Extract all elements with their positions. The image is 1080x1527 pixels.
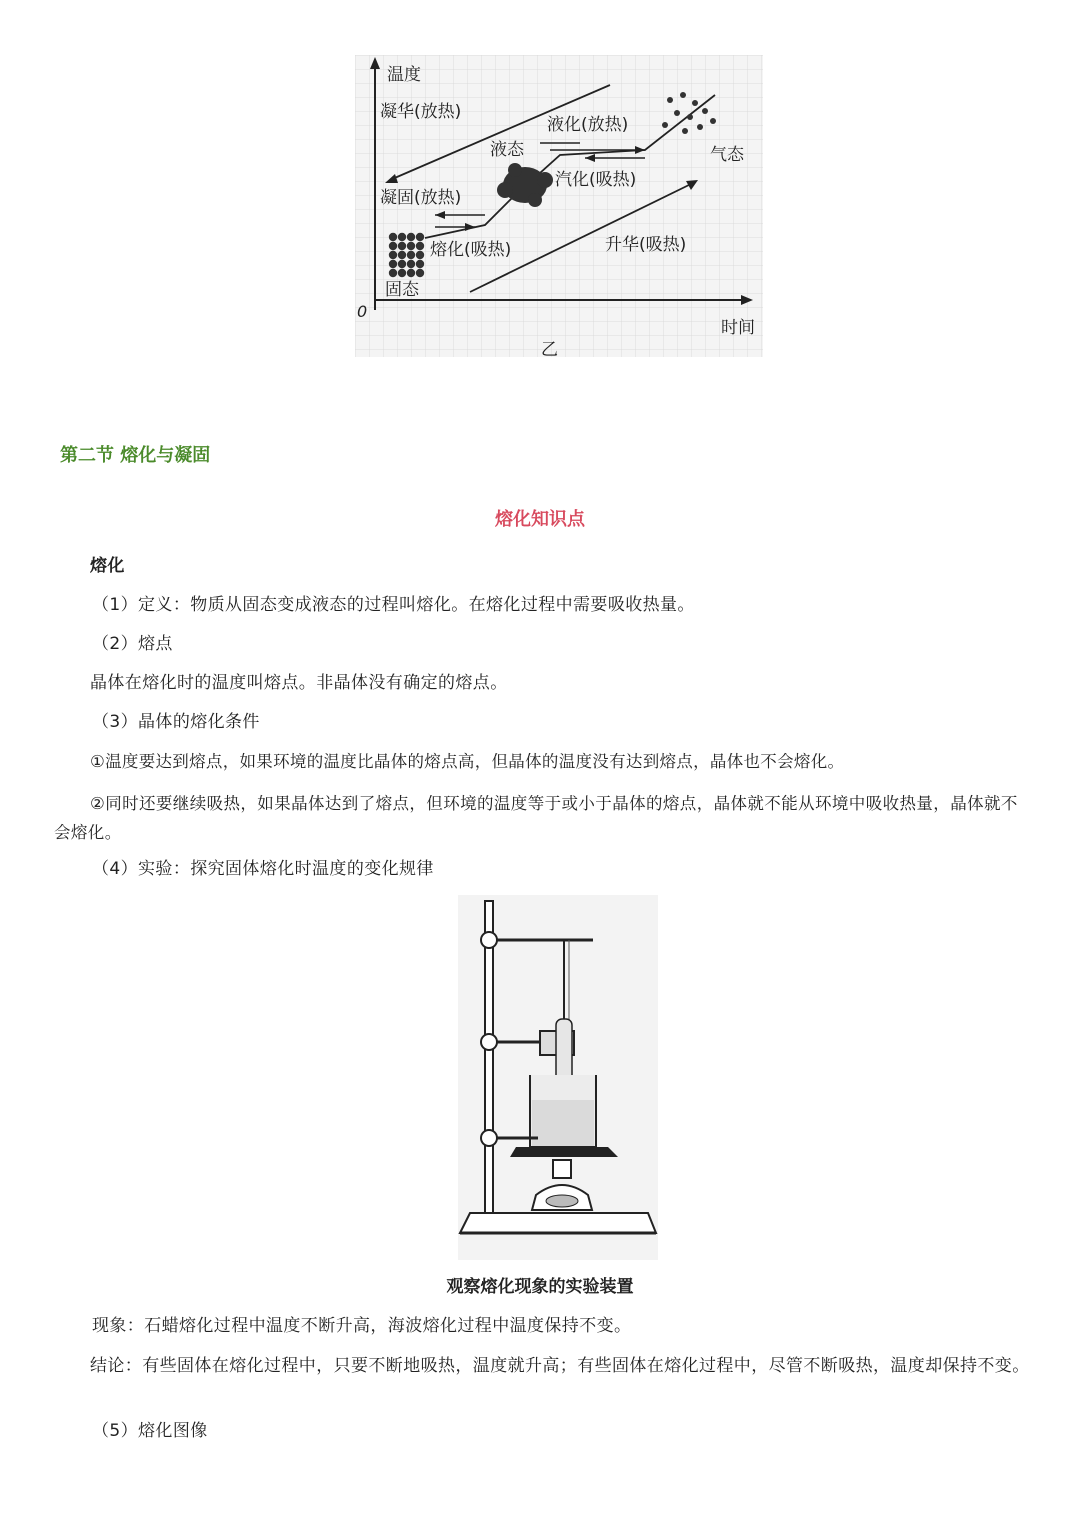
label-ninghua: 凝华(放热) xyxy=(380,102,462,122)
label-yetai: 液态 xyxy=(490,140,524,160)
label-ronghua: 熔化(吸热) xyxy=(430,240,512,260)
melting-apparatus-diagram xyxy=(458,895,658,1260)
para-conclusion: 结论：有些固体在熔化过程中，只要不断地吸热，温度就升高；有些固体在熔化过程中，尽管不断吸热，温度却保持不变。 xyxy=(90,1356,1030,1376)
figure1-caption: 乙 xyxy=(541,340,558,357)
y-axis-label: 温度 xyxy=(387,65,421,85)
para-melting-point: 晶体在熔化时的温度叫熔点。非晶体没有确定的熔点。 xyxy=(90,673,508,693)
state-change-diagram xyxy=(355,55,763,357)
heading-ronghua: 熔化 xyxy=(90,556,125,576)
para-phenomenon: 现象：石蜡熔化过程中温度不断升高，海波熔化过程中温度保持不变。 xyxy=(92,1316,632,1336)
para-condition-1: ①温度要达到熔点，如果环境的温度比晶体的熔点高，但晶体的温度没有达到熔点，晶体也不会熔化。 xyxy=(90,752,845,771)
para-melting-point-heading: （2）熔点 xyxy=(92,634,173,654)
para-experiment: （4）实验：探究固体熔化时温度的变化规律 xyxy=(92,859,434,879)
origin-label: 0 xyxy=(357,302,368,321)
label-yehua: 液化(放热) xyxy=(547,115,629,135)
para-melting-graph: （5）熔化图像 xyxy=(92,1421,208,1441)
knowledge-title: 熔化知识点 xyxy=(495,509,585,530)
para-condition-2: ②同时还要继续吸热，如果晶体达到了熔点，但环境的温度等于或小于晶体的熔点，晶体就不能从环境中吸收热量，晶体就不会熔化。 xyxy=(54,794,1018,842)
label-qihua: 汽化(吸热) xyxy=(555,170,637,190)
label-qitai: 气态 xyxy=(710,145,744,165)
x-axis-label: 时间 xyxy=(721,318,755,338)
section-title: 第二节 熔化与凝固 xyxy=(60,445,211,466)
para-condition-heading: （3）晶体的熔化条件 xyxy=(92,712,260,732)
label-ninggu: 凝固(放热) xyxy=(380,188,462,208)
label-shenghua: 升华(吸热) xyxy=(605,235,687,255)
para-definition: （1）定义：物质从固态变成液态的过程叫熔化。在熔化过程中需要吸收热量。 xyxy=(92,595,695,615)
label-gutai: 固态 xyxy=(385,280,419,300)
apparatus-caption: 观察熔化现象的实验装置 xyxy=(446,1277,634,1297)
